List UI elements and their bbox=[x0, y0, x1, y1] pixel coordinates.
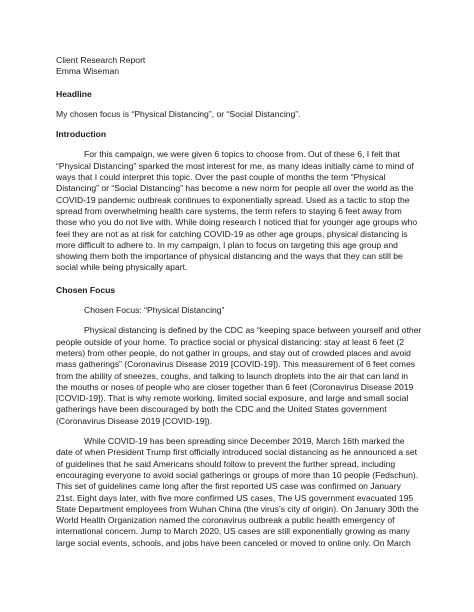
paragraph-line: of guidelines that he said Americans should follow to prevent the further spread, including bbox=[56, 458, 396, 469]
paragraph-line: international concern. Jump to March 2020, US cases are still exponentially growing as many bbox=[56, 526, 410, 537]
paragraph-line: date of when President Trump first officially introduced social distancing as he announced a set bbox=[56, 447, 417, 458]
paragraph-line: Distancing” or “Social Distancing” has become a new norm for people all over the world as the bbox=[56, 183, 414, 194]
paragraph-line: feel they are not as at risk for catching COVID-19 as other age groups, physical distancing is bbox=[56, 228, 408, 239]
paragraph-line: This set of guidelines came long after the first reported US case was confirmed on January bbox=[56, 481, 401, 492]
paragraph-line: World Health Organization named the coronavirus outbreak a public health emergency of bbox=[56, 515, 395, 526]
paragraph-line: mass gatherings” (Coronavirus Disease 2019 [COVID-19]). This measurement of 6 feet comes bbox=[56, 359, 416, 370]
timeline-paragraph bbox=[56, 436, 432, 549]
paragraph-line: social while being physically apart. bbox=[56, 262, 188, 273]
chosen-focus-heading: Chosen Focus bbox=[56, 284, 116, 295]
paragraph-line: the mouths or noses of people who are closer together than 6 feet (Coronavirus Disease 2019 bbox=[56, 381, 414, 392]
paragraph-line: people outside of your home. To practice social or physical distancing: stay at least 6 feet (2 bbox=[56, 336, 405, 347]
paragraph-line: those who you do not live with. While doing research I noticed that for younger age groups who bbox=[56, 217, 418, 228]
report-title: Client Research Report bbox=[56, 55, 146, 65]
paragraph-line: ways that I could interpret this topic. Over the past couple of months the term “Physical bbox=[56, 172, 386, 183]
introduction-section bbox=[56, 129, 432, 274]
paragraph-line: more difficult to adhere to. In my campaign, I plan to focus on targeting this age group and bbox=[56, 239, 398, 250]
paragraph-line: 21st. Eight days later, with five more confirmed US cases, The US government evacuated 195 bbox=[56, 492, 414, 503]
author-name: Emma Wiseman bbox=[56, 66, 120, 77]
paragraph-line: spread from overwhelming health care systems, the term refers to staying 6 feet away from bbox=[56, 205, 402, 216]
paragraph-line: (Coronavirus Disease 2019 [COVID-19]). bbox=[56, 415, 213, 426]
headline-text: My chosen focus is “Physical Distancing”, or “Social Distancing”. bbox=[56, 108, 301, 119]
paragraph-line: showing them both the importance of physical distancing and the ways that they can still be bbox=[56, 251, 403, 262]
paragraph-line: “Physical Distancing” sparked the most interest for me, as many ideas initially came to mind of bbox=[56, 160, 414, 171]
report-header bbox=[56, 55, 432, 78]
paragraph-line: State Department employees from Wuhan China (the virus’s city of origin). On January 30th the bbox=[56, 503, 419, 514]
definition-paragraph bbox=[56, 325, 432, 427]
introduction-heading: Introduction bbox=[56, 129, 107, 140]
headline-heading: Headline bbox=[56, 88, 92, 99]
paragraph-line: While COVID-19 has been spreading since December 2019, March 16th marked the bbox=[84, 436, 405, 447]
paragraph-line: For this campaign, we were given 6 topics to choose from. Out of these 6, I felt that bbox=[84, 149, 400, 160]
paragraph-line: [COVID-19]). That is why remote working, limited social exposure, and large and small social bbox=[56, 393, 409, 404]
paragraph-line: COVID-19 pandemic outbreak continues to exponentially spread. Used as a tactic to stop the bbox=[56, 194, 410, 205]
paragraph-line: gatherings have been discouraged by both the CDC and the United States government bbox=[56, 404, 387, 415]
paragraph-line: meters) from other people, do not gather in groups, and stay out of crowded places and avoid bbox=[56, 347, 411, 358]
paragraph-line: from the ability of sneezes, coughs, and talking to launch droplets into the air that can land in bbox=[56, 370, 409, 381]
chosen-focus-subline: Chosen Focus: “Physical Distancing” bbox=[84, 305, 225, 316]
paragraph-line: encouraging everyone to avoid social gatherings or groups of more than 10 people (Fedschun). bbox=[56, 469, 419, 480]
paragraph-line: large social events, schools, and jobs have been canceled or moved to online only. On March bbox=[56, 537, 411, 548]
paragraph-line: Physical distancing is defined by the CDC as “keeping space between yourself and other bbox=[84, 325, 422, 336]
chosen-focus-section bbox=[56, 285, 432, 549]
introduction-paragraph bbox=[56, 149, 432, 273]
headline-section bbox=[56, 89, 432, 121]
